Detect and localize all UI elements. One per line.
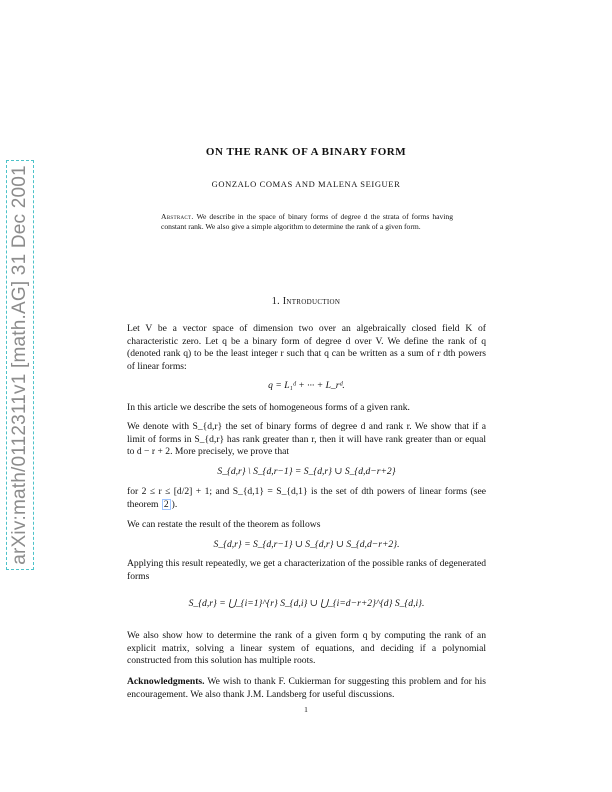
- intro-paragraph-1: Let V be a vector space of dimension two over an algebraically closed field K of characteristic zero. Let q be a binary form of degree d over V. We define the rank of q (denoted rank q) to be the least integer r such that q can be written as a sum of r dth powers of linear forms:: [127, 323, 486, 372]
- section-number: 1.: [271, 296, 280, 307]
- equation-strata-difference: S_{d,r} \ S_{d,r−1} = S_{d,r} ∪ S_{d,d−r+2}: [217, 466, 396, 477]
- abstract: [161, 212, 453, 233]
- theorem-reference-link[interactable]: 2: [163, 498, 169, 510]
- abstract-label: Abstract.: [161, 212, 194, 221]
- acknowledgments-text: We wish to thank F. Cukierman for suggesting this problem and for his encouragement. We also thank J.M. Landsberg for useful discussions.: [127, 676, 486, 700]
- intro-paragraph-3: We denote with S_{d,r} the set of binary forms of degree d and rank r. We show that if a limit of forms in S_{d,r} has rank greater than r, then it will have rank greater than or equal to d − r + 2. More precisely, we prove that: [127, 421, 486, 458]
- acknowledgments-label: Acknowledgments.: [127, 676, 205, 687]
- intro-paragraph-6: Applying this result repeatedly, we get a characterization of the possible ranks of degenerated forms: [127, 558, 487, 582]
- arxiv-identifier-stamp: [6, 160, 34, 570]
- acknowledgments: [127, 676, 486, 701]
- paper-authors: GONZALO COMAS AND MALENA SEIGUER: [211, 179, 401, 189]
- intro-paragraph-5: We can restate the result of the theorem as follows: [127, 519, 321, 530]
- intro-paragraph-7: We also show how to determine the rank of a given form q by computing the rank of an explicit matrix, solving a linear system of equations, and deciding if a polynomial constructed from this solution has multiple roots.: [127, 630, 486, 667]
- equation-union-text: S_{d,r} = ⋃_{i=1}^{r} S_{d,i} ∪ ⋃_{i=d−r+2}^{d} S_{d,i}.: [188, 598, 425, 609]
- intro-paragraph-2: In this article we describe the sets of homogeneous forms of a given rank.: [127, 402, 410, 413]
- equation-rank-definition: q = L₁ᵈ + ··· + L_rᵈ.: [268, 380, 345, 391]
- equation-union-characterization: [127, 586, 486, 626]
- section-heading: [0, 296, 612, 307]
- page-number: 1: [304, 705, 308, 714]
- equation-restated: S_{d,r} = S_{d,r−1} ∪ S_{d,r} ∪ S_{d,d−r+2}.: [213, 539, 400, 550]
- paragraph-4-text-a: for 2 ≤ r ≤ [d/2] + 1; and S_{d,1} = S_{d,1} is the set of dth powers of linear forms (see theorem: [127, 486, 486, 510]
- paper-title: ON THE RANK OF A BINARY FORM: [205, 146, 407, 158]
- section-title-text: Introduction: [282, 296, 341, 307]
- abstract-text: We describe in the space of binary forms of degree d the strata of forms having constant rank. We also give a simple algorithm to determine the rank of a given form.: [161, 212, 454, 232]
- paragraph-4-text-b: ).: [171, 498, 178, 510]
- arxiv-identifier-text: arXiv:math/0112311v1 [math.AG] 31 Dec 2001: [9, 165, 30, 565]
- intro-paragraph-4: [127, 486, 486, 511]
